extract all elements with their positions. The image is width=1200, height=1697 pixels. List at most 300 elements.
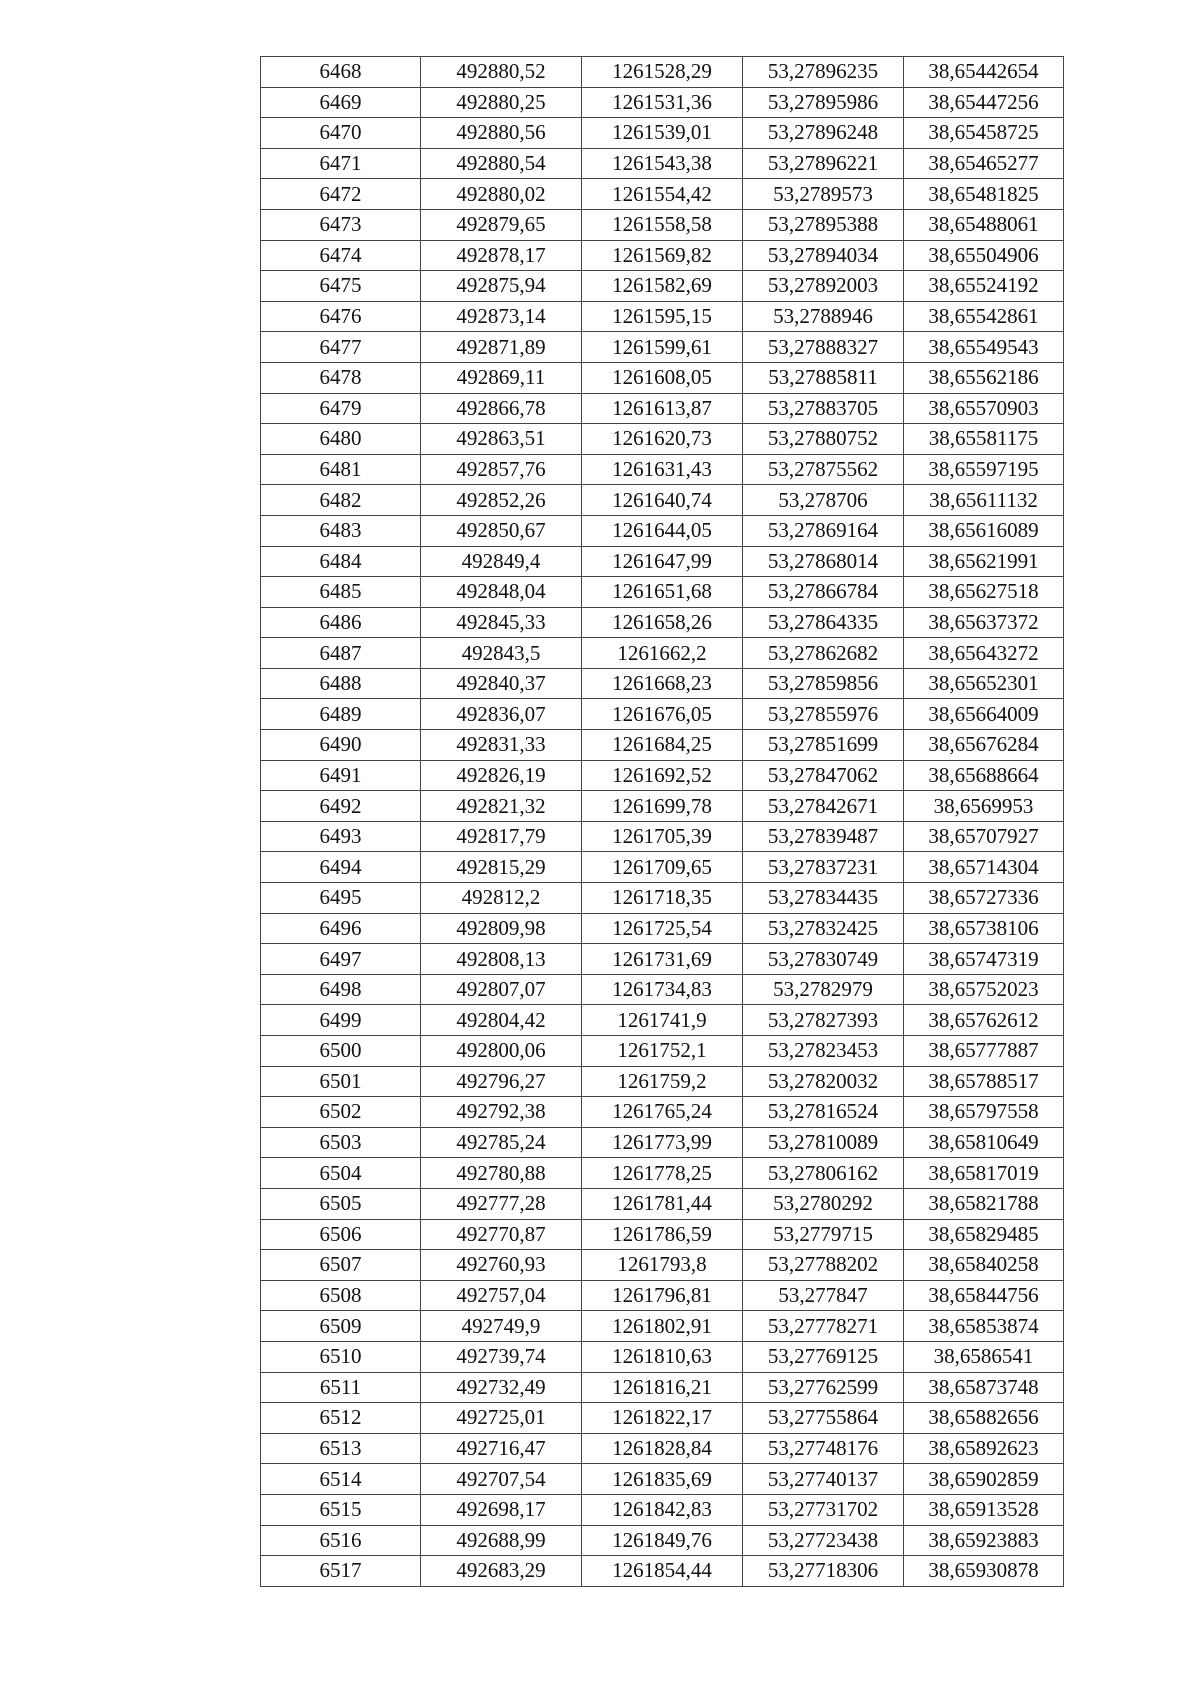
y-coordinate-cell: 1261835,69 xyxy=(582,1464,743,1495)
y-coordinate-cell: 1261668,23 xyxy=(582,668,743,699)
point-number-cell: 6474 xyxy=(261,240,421,271)
longitude-cell: 38,65676284 xyxy=(904,730,1064,761)
y-coordinate-cell: 1261644,05 xyxy=(582,515,743,546)
x-coordinate-cell: 492683,29 xyxy=(421,1556,582,1587)
y-coordinate-cell: 1261816,21 xyxy=(582,1372,743,1403)
x-coordinate-cell: 492796,27 xyxy=(421,1066,582,1097)
table-row xyxy=(261,179,1064,210)
point-number-cell: 6483 xyxy=(261,515,421,546)
table-row xyxy=(261,362,1064,393)
point-number-cell: 6489 xyxy=(261,699,421,730)
y-coordinate-cell: 1261640,74 xyxy=(582,485,743,516)
longitude-cell: 38,65844756 xyxy=(904,1280,1064,1311)
longitude-cell: 38,65707927 xyxy=(904,821,1064,852)
y-coordinate-cell: 1261718,35 xyxy=(582,883,743,914)
table-row xyxy=(261,301,1064,332)
x-coordinate-cell: 492880,52 xyxy=(421,57,582,88)
y-coordinate-cell: 1261569,82 xyxy=(582,240,743,271)
point-number-cell: 6509 xyxy=(261,1311,421,1342)
table-row xyxy=(261,271,1064,302)
point-number-cell: 6497 xyxy=(261,944,421,975)
x-coordinate-cell: 492836,07 xyxy=(421,699,582,730)
longitude-cell: 38,65840258 xyxy=(904,1250,1064,1281)
point-number-cell: 6514 xyxy=(261,1464,421,1495)
x-coordinate-cell: 492749,9 xyxy=(421,1311,582,1342)
table-row xyxy=(261,607,1064,638)
point-number-cell: 6492 xyxy=(261,791,421,822)
point-number-cell: 6506 xyxy=(261,1219,421,1250)
y-coordinate-cell: 1261828,84 xyxy=(582,1433,743,1464)
table-row xyxy=(261,424,1064,455)
x-coordinate-cell: 492821,32 xyxy=(421,791,582,822)
latitude-cell: 53,27755864 xyxy=(743,1403,904,1434)
point-number-cell: 6482 xyxy=(261,485,421,516)
y-coordinate-cell: 1261709,65 xyxy=(582,852,743,883)
table-row xyxy=(261,1158,1064,1189)
longitude-cell: 38,6586541 xyxy=(904,1341,1064,1372)
longitude-cell: 38,65637372 xyxy=(904,607,1064,638)
longitude-cell: 38,65777887 xyxy=(904,1036,1064,1067)
point-number-cell: 6507 xyxy=(261,1250,421,1281)
table-row xyxy=(261,1556,1064,1587)
latitude-cell: 53,277847 xyxy=(743,1280,904,1311)
y-coordinate-cell: 1261582,69 xyxy=(582,271,743,302)
latitude-cell: 53,27880752 xyxy=(743,424,904,455)
latitude-cell: 53,27778271 xyxy=(743,1311,904,1342)
x-coordinate-cell: 492792,38 xyxy=(421,1097,582,1128)
longitude-cell: 38,65902859 xyxy=(904,1464,1064,1495)
point-number-cell: 6501 xyxy=(261,1066,421,1097)
table-row xyxy=(261,1372,1064,1403)
y-coordinate-cell: 1261731,69 xyxy=(582,944,743,975)
latitude-cell: 53,27731702 xyxy=(743,1494,904,1525)
longitude-cell: 38,65688664 xyxy=(904,760,1064,791)
point-number-cell: 6510 xyxy=(261,1341,421,1372)
latitude-cell: 53,27830749 xyxy=(743,944,904,975)
table-row xyxy=(261,87,1064,118)
point-number-cell: 6470 xyxy=(261,118,421,149)
latitude-cell: 53,27851699 xyxy=(743,730,904,761)
y-coordinate-cell: 1261786,59 xyxy=(582,1219,743,1250)
longitude-cell: 38,65747319 xyxy=(904,944,1064,975)
x-coordinate-cell: 492770,87 xyxy=(421,1219,582,1250)
x-coordinate-cell: 492880,54 xyxy=(421,148,582,179)
y-coordinate-cell: 1261539,01 xyxy=(582,118,743,149)
table-row xyxy=(261,148,1064,179)
table-row xyxy=(261,1188,1064,1219)
x-coordinate-cell: 492817,79 xyxy=(421,821,582,852)
x-coordinate-cell: 492815,29 xyxy=(421,852,582,883)
table-row xyxy=(261,1403,1064,1434)
y-coordinate-cell: 1261759,2 xyxy=(582,1066,743,1097)
y-coordinate-cell: 1261752,1 xyxy=(582,1036,743,1067)
longitude-cell: 38,65714304 xyxy=(904,852,1064,883)
table-row xyxy=(261,668,1064,699)
longitude-cell: 38,65853874 xyxy=(904,1311,1064,1342)
latitude-cell: 53,27827393 xyxy=(743,1005,904,1036)
y-coordinate-cell: 1261662,2 xyxy=(582,638,743,669)
longitude-cell: 38,65930878 xyxy=(904,1556,1064,1587)
x-coordinate-cell: 492707,54 xyxy=(421,1464,582,1495)
point-number-cell: 6476 xyxy=(261,301,421,332)
point-number-cell: 6491 xyxy=(261,760,421,791)
longitude-cell: 38,65752023 xyxy=(904,974,1064,1005)
point-number-cell: 6485 xyxy=(261,577,421,608)
point-number-cell: 6505 xyxy=(261,1188,421,1219)
y-coordinate-cell: 1261765,24 xyxy=(582,1097,743,1128)
longitude-cell: 38,65542861 xyxy=(904,301,1064,332)
y-coordinate-cell: 1261849,76 xyxy=(582,1525,743,1556)
point-number-cell: 6516 xyxy=(261,1525,421,1556)
y-coordinate-cell: 1261651,68 xyxy=(582,577,743,608)
y-coordinate-cell: 1261692,52 xyxy=(582,760,743,791)
x-coordinate-cell: 492808,13 xyxy=(421,944,582,975)
longitude-cell: 38,65611132 xyxy=(904,485,1064,516)
y-coordinate-cell: 1261528,29 xyxy=(582,57,743,88)
y-coordinate-cell: 1261558,58 xyxy=(582,209,743,240)
table-row xyxy=(261,454,1064,485)
x-coordinate-cell: 492843,5 xyxy=(421,638,582,669)
longitude-cell: 38,65873748 xyxy=(904,1372,1064,1403)
table-row xyxy=(261,1005,1064,1036)
x-coordinate-cell: 492804,42 xyxy=(421,1005,582,1036)
latitude-cell: 53,27896248 xyxy=(743,118,904,149)
x-coordinate-cell: 492807,07 xyxy=(421,974,582,1005)
point-number-cell: 6487 xyxy=(261,638,421,669)
point-number-cell: 6475 xyxy=(261,271,421,302)
y-coordinate-cell: 1261842,83 xyxy=(582,1494,743,1525)
point-number-cell: 6498 xyxy=(261,974,421,1005)
point-number-cell: 6488 xyxy=(261,668,421,699)
point-number-cell: 6499 xyxy=(261,1005,421,1036)
latitude-cell: 53,27816524 xyxy=(743,1097,904,1128)
x-coordinate-cell: 492863,51 xyxy=(421,424,582,455)
longitude-cell: 38,65570903 xyxy=(904,393,1064,424)
latitude-cell: 53,27806162 xyxy=(743,1158,904,1189)
table-row xyxy=(261,1464,1064,1495)
point-number-cell: 6478 xyxy=(261,362,421,393)
longitude-cell: 38,65913528 xyxy=(904,1494,1064,1525)
y-coordinate-cell: 1261676,05 xyxy=(582,699,743,730)
x-coordinate-cell: 492698,17 xyxy=(421,1494,582,1525)
latitude-cell: 53,27834435 xyxy=(743,883,904,914)
longitude-cell: 38,65562186 xyxy=(904,362,1064,393)
longitude-cell: 38,65488061 xyxy=(904,209,1064,240)
x-coordinate-cell: 492725,01 xyxy=(421,1403,582,1434)
longitude-cell: 38,65829485 xyxy=(904,1219,1064,1250)
table-row xyxy=(261,1280,1064,1311)
latitude-cell: 53,2779715 xyxy=(743,1219,904,1250)
latitude-cell: 53,2782979 xyxy=(743,974,904,1005)
latitude-cell: 53,27832425 xyxy=(743,913,904,944)
y-coordinate-cell: 1261802,91 xyxy=(582,1311,743,1342)
coordinates-table xyxy=(260,56,1064,1587)
point-number-cell: 6473 xyxy=(261,209,421,240)
latitude-cell: 53,27847062 xyxy=(743,760,904,791)
y-coordinate-cell: 1261531,36 xyxy=(582,87,743,118)
longitude-cell: 38,65597195 xyxy=(904,454,1064,485)
x-coordinate-cell: 492848,04 xyxy=(421,577,582,608)
y-coordinate-cell: 1261699,78 xyxy=(582,791,743,822)
point-number-cell: 6479 xyxy=(261,393,421,424)
latitude-cell: 53,27788202 xyxy=(743,1250,904,1281)
x-coordinate-cell: 492777,28 xyxy=(421,1188,582,1219)
y-coordinate-cell: 1261684,25 xyxy=(582,730,743,761)
latitude-cell: 53,27868014 xyxy=(743,546,904,577)
table-row xyxy=(261,821,1064,852)
latitude-cell: 53,27888327 xyxy=(743,332,904,363)
point-number-cell: 6517 xyxy=(261,1556,421,1587)
latitude-cell: 53,27855976 xyxy=(743,699,904,730)
x-coordinate-cell: 492869,11 xyxy=(421,362,582,393)
y-coordinate-cell: 1261793,8 xyxy=(582,1250,743,1281)
latitude-cell: 53,27820032 xyxy=(743,1066,904,1097)
table-row xyxy=(261,638,1064,669)
x-coordinate-cell: 492732,49 xyxy=(421,1372,582,1403)
longitude-cell: 38,65788517 xyxy=(904,1066,1064,1097)
point-number-cell: 6502 xyxy=(261,1097,421,1128)
longitude-cell: 38,65727336 xyxy=(904,883,1064,914)
table-row xyxy=(261,515,1064,546)
point-number-cell: 6468 xyxy=(261,57,421,88)
point-number-cell: 6513 xyxy=(261,1433,421,1464)
y-coordinate-cell: 1261599,61 xyxy=(582,332,743,363)
point-number-cell: 6469 xyxy=(261,87,421,118)
latitude-cell: 53,2788946 xyxy=(743,301,904,332)
longitude-cell: 38,65549543 xyxy=(904,332,1064,363)
y-coordinate-cell: 1261778,25 xyxy=(582,1158,743,1189)
table-row xyxy=(261,209,1064,240)
y-coordinate-cell: 1261705,39 xyxy=(582,821,743,852)
table-row xyxy=(261,577,1064,608)
x-coordinate-cell: 492780,88 xyxy=(421,1158,582,1189)
latitude-cell: 53,27748176 xyxy=(743,1433,904,1464)
latitude-cell: 53,27769125 xyxy=(743,1341,904,1372)
point-number-cell: 6503 xyxy=(261,1127,421,1158)
y-coordinate-cell: 1261822,17 xyxy=(582,1403,743,1434)
y-coordinate-cell: 1261554,42 xyxy=(582,179,743,210)
latitude-cell: 53,27859856 xyxy=(743,668,904,699)
longitude-cell: 38,65524192 xyxy=(904,271,1064,302)
latitude-cell: 53,27896221 xyxy=(743,148,904,179)
latitude-cell: 53,27895986 xyxy=(743,87,904,118)
table-row xyxy=(261,699,1064,730)
x-coordinate-cell: 492757,04 xyxy=(421,1280,582,1311)
longitude-cell: 38,65621991 xyxy=(904,546,1064,577)
y-coordinate-cell: 1261741,9 xyxy=(582,1005,743,1036)
y-coordinate-cell: 1261725,54 xyxy=(582,913,743,944)
x-coordinate-cell: 492845,33 xyxy=(421,607,582,638)
longitude-cell: 38,65442654 xyxy=(904,57,1064,88)
x-coordinate-cell: 492849,4 xyxy=(421,546,582,577)
x-coordinate-cell: 492716,47 xyxy=(421,1433,582,1464)
table-row xyxy=(261,1433,1064,1464)
latitude-cell: 53,27885811 xyxy=(743,362,904,393)
y-coordinate-cell: 1261595,15 xyxy=(582,301,743,332)
y-coordinate-cell: 1261773,99 xyxy=(582,1127,743,1158)
point-number-cell: 6480 xyxy=(261,424,421,455)
longitude-cell: 38,65817019 xyxy=(904,1158,1064,1189)
table-row xyxy=(261,1525,1064,1556)
longitude-cell: 38,65616089 xyxy=(904,515,1064,546)
longitude-cell: 38,65447256 xyxy=(904,87,1064,118)
table-row xyxy=(261,1250,1064,1281)
table-row xyxy=(261,57,1064,88)
table-row xyxy=(261,240,1064,271)
y-coordinate-cell: 1261854,44 xyxy=(582,1556,743,1587)
longitude-cell: 38,65762612 xyxy=(904,1005,1064,1036)
point-number-cell: 6504 xyxy=(261,1158,421,1189)
x-coordinate-cell: 492871,89 xyxy=(421,332,582,363)
longitude-cell: 38,65810649 xyxy=(904,1127,1064,1158)
latitude-cell: 53,27896235 xyxy=(743,57,904,88)
point-number-cell: 6508 xyxy=(261,1280,421,1311)
latitude-cell: 53,27718306 xyxy=(743,1556,904,1587)
longitude-cell: 38,65504906 xyxy=(904,240,1064,271)
latitude-cell: 53,278706 xyxy=(743,485,904,516)
latitude-cell: 53,27740137 xyxy=(743,1464,904,1495)
x-coordinate-cell: 492739,74 xyxy=(421,1341,582,1372)
y-coordinate-cell: 1261810,63 xyxy=(582,1341,743,1372)
table-row xyxy=(261,791,1064,822)
latitude-cell: 53,27895388 xyxy=(743,209,904,240)
x-coordinate-cell: 492875,94 xyxy=(421,271,582,302)
x-coordinate-cell: 492826,19 xyxy=(421,760,582,791)
latitude-cell: 53,2789573 xyxy=(743,179,904,210)
point-number-cell: 6484 xyxy=(261,546,421,577)
x-coordinate-cell: 492880,56 xyxy=(421,118,582,149)
x-coordinate-cell: 492878,17 xyxy=(421,240,582,271)
x-coordinate-cell: 492688,99 xyxy=(421,1525,582,1556)
point-number-cell: 6471 xyxy=(261,148,421,179)
point-number-cell: 6486 xyxy=(261,607,421,638)
x-coordinate-cell: 492785,24 xyxy=(421,1127,582,1158)
latitude-cell: 53,27839487 xyxy=(743,821,904,852)
y-coordinate-cell: 1261734,83 xyxy=(582,974,743,1005)
x-coordinate-cell: 492760,93 xyxy=(421,1250,582,1281)
y-coordinate-cell: 1261781,44 xyxy=(582,1188,743,1219)
table-row xyxy=(261,485,1064,516)
table-row xyxy=(261,393,1064,424)
table-row xyxy=(261,118,1064,149)
point-number-cell: 6515 xyxy=(261,1494,421,1525)
x-coordinate-cell: 492880,02 xyxy=(421,179,582,210)
latitude-cell: 53,27894034 xyxy=(743,240,904,271)
longitude-cell: 38,65652301 xyxy=(904,668,1064,699)
latitude-cell: 53,27823453 xyxy=(743,1036,904,1067)
longitude-cell: 38,6569953 xyxy=(904,791,1064,822)
table-row xyxy=(261,760,1064,791)
table-row xyxy=(261,1036,1064,1067)
x-coordinate-cell: 492879,65 xyxy=(421,209,582,240)
latitude-cell: 53,27762599 xyxy=(743,1372,904,1403)
table-row xyxy=(261,730,1064,761)
point-number-cell: 6496 xyxy=(261,913,421,944)
longitude-cell: 38,65923883 xyxy=(904,1525,1064,1556)
y-coordinate-cell: 1261543,38 xyxy=(582,148,743,179)
point-number-cell: 6511 xyxy=(261,1372,421,1403)
table-row xyxy=(261,1219,1064,1250)
table-row xyxy=(261,1311,1064,1342)
table-row xyxy=(261,1127,1064,1158)
point-number-cell: 6481 xyxy=(261,454,421,485)
longitude-cell: 38,65738106 xyxy=(904,913,1064,944)
table-row xyxy=(261,883,1064,914)
latitude-cell: 53,27842671 xyxy=(743,791,904,822)
x-coordinate-cell: 492800,06 xyxy=(421,1036,582,1067)
x-coordinate-cell: 492809,98 xyxy=(421,913,582,944)
table-row xyxy=(261,1341,1064,1372)
latitude-cell: 53,27869164 xyxy=(743,515,904,546)
table-row xyxy=(261,546,1064,577)
x-coordinate-cell: 492840,37 xyxy=(421,668,582,699)
longitude-cell: 38,65481825 xyxy=(904,179,1064,210)
x-coordinate-cell: 492831,33 xyxy=(421,730,582,761)
longitude-cell: 38,65465277 xyxy=(904,148,1064,179)
x-coordinate-cell: 492873,14 xyxy=(421,301,582,332)
point-number-cell: 6512 xyxy=(261,1403,421,1434)
table-row xyxy=(261,974,1064,1005)
point-number-cell: 6493 xyxy=(261,821,421,852)
longitude-cell: 38,65458725 xyxy=(904,118,1064,149)
latitude-cell: 53,27883705 xyxy=(743,393,904,424)
latitude-cell: 53,27810089 xyxy=(743,1127,904,1158)
point-number-cell: 6472 xyxy=(261,179,421,210)
latitude-cell: 53,27866784 xyxy=(743,577,904,608)
x-coordinate-cell: 492852,26 xyxy=(421,485,582,516)
x-coordinate-cell: 492850,67 xyxy=(421,515,582,546)
x-coordinate-cell: 492812,2 xyxy=(421,883,582,914)
longitude-cell: 38,65627518 xyxy=(904,577,1064,608)
latitude-cell: 53,27892003 xyxy=(743,271,904,302)
y-coordinate-cell: 1261658,26 xyxy=(582,607,743,638)
longitude-cell: 38,65821788 xyxy=(904,1188,1064,1219)
point-number-cell: 6495 xyxy=(261,883,421,914)
y-coordinate-cell: 1261613,87 xyxy=(582,393,743,424)
table-row xyxy=(261,1066,1064,1097)
table-row xyxy=(261,332,1064,363)
y-coordinate-cell: 1261620,73 xyxy=(582,424,743,455)
x-coordinate-cell: 492866,78 xyxy=(421,393,582,424)
x-coordinate-cell: 492857,76 xyxy=(421,454,582,485)
table-row xyxy=(261,852,1064,883)
longitude-cell: 38,65882656 xyxy=(904,1403,1064,1434)
table-row xyxy=(261,1494,1064,1525)
table-row xyxy=(261,1097,1064,1128)
longitude-cell: 38,65664009 xyxy=(904,699,1064,730)
table-row xyxy=(261,944,1064,975)
y-coordinate-cell: 1261631,43 xyxy=(582,454,743,485)
x-coordinate-cell: 492880,25 xyxy=(421,87,582,118)
longitude-cell: 38,65892623 xyxy=(904,1433,1064,1464)
latitude-cell: 53,27864335 xyxy=(743,607,904,638)
latitude-cell: 53,2780292 xyxy=(743,1188,904,1219)
y-coordinate-cell: 1261608,05 xyxy=(582,362,743,393)
latitude-cell: 53,27862682 xyxy=(743,638,904,669)
latitude-cell: 53,27723438 xyxy=(743,1525,904,1556)
y-coordinate-cell: 1261796,81 xyxy=(582,1280,743,1311)
point-number-cell: 6490 xyxy=(261,730,421,761)
latitude-cell: 53,27837231 xyxy=(743,852,904,883)
point-number-cell: 6477 xyxy=(261,332,421,363)
longitude-cell: 38,65797558 xyxy=(904,1097,1064,1128)
point-number-cell: 6500 xyxy=(261,1036,421,1067)
longitude-cell: 38,65643272 xyxy=(904,638,1064,669)
y-coordinate-cell: 1261647,99 xyxy=(582,546,743,577)
table-row xyxy=(261,913,1064,944)
coordinates-table-body xyxy=(261,57,1064,1587)
point-number-cell: 6494 xyxy=(261,852,421,883)
